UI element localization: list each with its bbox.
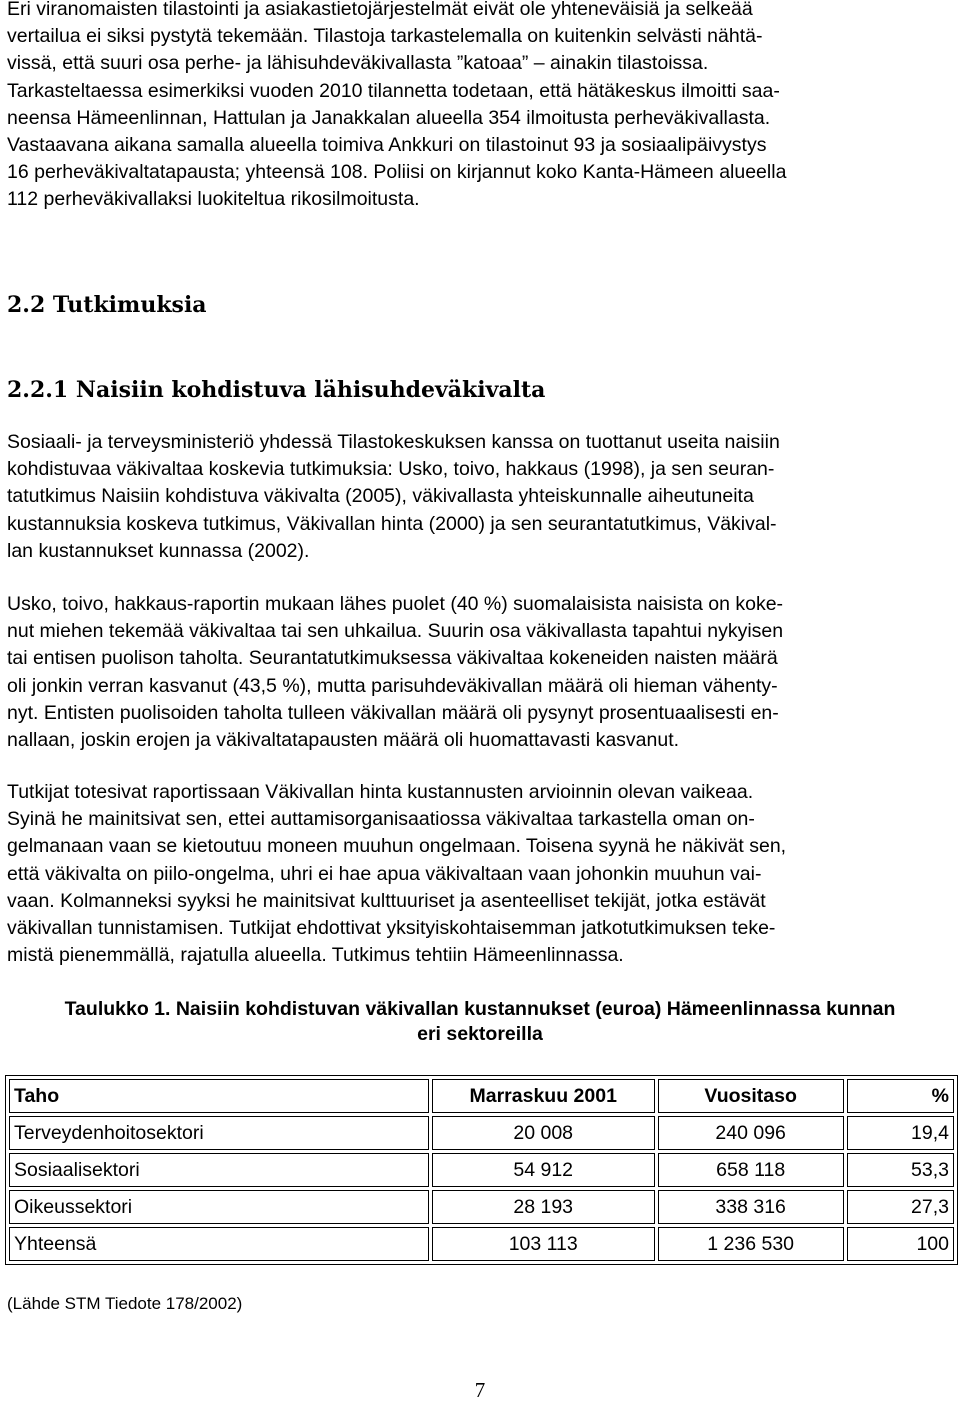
text-line: Eri viranomaisten tilastointi ja asiakastietojärjestelmät eivät ole yhteneväisiä ja selkeää: [7, 0, 753, 20]
cell-marraskuu: 28 193: [432, 1190, 655, 1224]
table-caption: [0, 997, 960, 1047]
cell-percent: 53,3: [847, 1153, 954, 1187]
caption-line: eri sektoreilla: [417, 1023, 543, 1045]
text-line: 16 perheväkivaltatapausta; yhteensä 108. Poliisi on kirjannut koko Kanta-Hämeen alueella: [7, 161, 787, 184]
text-line: Tarkasteltaessa esimerkiksi vuoden 2010 tilannetta todetaan, että hätäkeskus ilmoitti saa-: [7, 79, 780, 102]
text-line: Usko, toivo, hakkaus-raportin mukaan lähes puolet (40 %) suomalaisista naisista on koke-: [7, 593, 784, 615]
cell-taho: Terveydenhoitosektori: [9, 1116, 429, 1150]
text-line: tatutkimus Naisiin kohdistuva väkivalta (2005), väkivallasta yhteiskunnalle aiheutuneita: [7, 485, 754, 508]
header-vuositaso: Vuositaso: [658, 1079, 844, 1113]
table-row: [9, 1190, 954, 1224]
header-marraskuu: Marraskuu 2001: [432, 1079, 655, 1113]
text-line: tai entisen puolison taholta. Seurantatutkimuksessa väkivaltaa kokeneiden naisten määrä: [7, 647, 778, 670]
cost-table: [5, 1075, 958, 1265]
paragraph-studies: [7, 429, 947, 565]
text-line: kohdistuvaa väkivaltaa koskevia tutkimuksia: Usko, toivo, hakkaus (1998), ja sen seuran-: [7, 458, 775, 481]
cell-taho: Oikeussektori: [9, 1190, 429, 1224]
paragraph-usko-toivo-hakkaus: [7, 591, 947, 754]
section-heading: 2.2 Tutkimuksia: [7, 292, 207, 318]
table-row: [9, 1116, 954, 1150]
header-percent: %: [847, 1079, 954, 1113]
paragraph-vakivallan-hinta: [7, 779, 947, 969]
text-line: gelmanaan vaan se kietoutuu moneen muuhun ongelmaan. Toisena syynä he näkivät sen,: [7, 835, 787, 858]
cell-vuositaso: 338 316: [658, 1190, 844, 1224]
header-taho: Taho: [9, 1079, 429, 1113]
cell-marraskuu: 54 912: [432, 1153, 655, 1187]
text-line: oli jonkin verran kasvanut (43,5 %), mutta parisuhdeväkivallan määrä oli hieman vähenty-: [7, 674, 778, 697]
text-line: Sosiaali- ja terveysministeriö yhdessä Tilastokeskuksen kanssa on tuottanut useita naisiin: [7, 431, 780, 453]
cell-taho: Sosiaalisektori: [9, 1153, 429, 1187]
text-line: vertailua ei siksi pystytä tekemään. Tilastoja tarkastelemalla on kuitenkin selvästi nähtä-: [7, 25, 763, 48]
text-line: kustannuksia koskeva tutkimus, Väkivallan hinta (2000) ja sen seurantatutkimus, Väkival-: [7, 512, 777, 535]
cell-percent: 19,4: [847, 1116, 954, 1150]
text-line: neensa Hämeenlinnan, Hattulan ja Janakkalan alueella 354 ilmoitusta perheväkivallasta.: [7, 106, 771, 129]
text-line: nut miehen tekemää väkivaltaa tai sen uhkailua. Suurin osa väkivallasta tapahtui nykyisen: [7, 620, 784, 643]
cell-vuositaso: 658 118: [658, 1153, 844, 1187]
cell-percent: 100: [847, 1227, 954, 1261]
text-line: Vastaavana aikana samalla alueella toimiva Ankkuri on tilastoinut 93 ja sosiaalipäivystys: [7, 134, 767, 157]
intro-paragraph: [7, 0, 947, 214]
cell-vuositaso: 1 236 530: [658, 1227, 844, 1261]
text-line: väkivallan tunnistamisen. Tutkijat ehdottivat yksityiskohtaisemman jatkotutkimuksen teke-: [7, 917, 776, 940]
source-note: (Lähde STM Tiedote 178/2002): [7, 1294, 243, 1313]
subsection-heading: 2.2.1 Naisiin kohdistuva lähisuhdeväkivalta: [7, 377, 546, 403]
table-row: [9, 1153, 954, 1187]
text-line: vaan. Kolmanneksi syyksi he mainitsivat kulttuuriset ja asenteelliset tekijät, jotka estävät: [7, 889, 766, 912]
cell-taho: Yhteensä: [9, 1227, 429, 1261]
text-line: Syinä he mainitsivat sen, ettei auttamisorganisaatiossa väkivaltaa tarkastella oman on-: [7, 808, 755, 831]
table-row-total: [9, 1227, 954, 1261]
caption-line: Taulukko 1. Naisiin kohdistuvan väkivallan kustannukset (euroa) Hämeenlinnassa kunnan: [64, 998, 896, 1020]
text-line: nyt. Entisten puolisoiden taholta tulleen väkivallan määrä oli pysynyt prosentuaalisesti en-: [7, 701, 779, 724]
page-number: 7: [474, 1378, 486, 1402]
text-line: mistä pienemmällä, rajatulla alueella. Tutkimus tehtiin Hämeenlinnassa.: [7, 944, 624, 967]
cell-vuositaso: 240 096: [658, 1116, 844, 1150]
cell-percent: 27,3: [847, 1190, 954, 1224]
cell-marraskuu: 20 008: [432, 1116, 655, 1150]
text-line: vissä, että suuri osa perhe- ja lähisuhdeväkivallasta ”katoaa” – ainakin tilastoissa.: [7, 52, 709, 75]
table-header-row: [9, 1079, 954, 1113]
text-line: että väkivalta on piilo-ongelma, uhri ei hae apua väkivaltaan vaan johonkin muuhun vai-: [7, 862, 762, 885]
text-line: nallaan, joskin erojen ja väkivaltatapausten määrä oli huomattavasti kasvanut.: [7, 729, 680, 752]
cell-marraskuu: 103 113: [432, 1227, 655, 1261]
text-line: 112 perheväkivallaksi luokiteltua rikosilmoitusta.: [7, 188, 420, 211]
text-line: Tutkijat totesivat raportissaan Väkivallan hinta kustannusten arvioinnin olevan vaikeaa.: [7, 781, 754, 803]
text-line: lan kustannukset kunnassa (2002).: [7, 539, 310, 562]
